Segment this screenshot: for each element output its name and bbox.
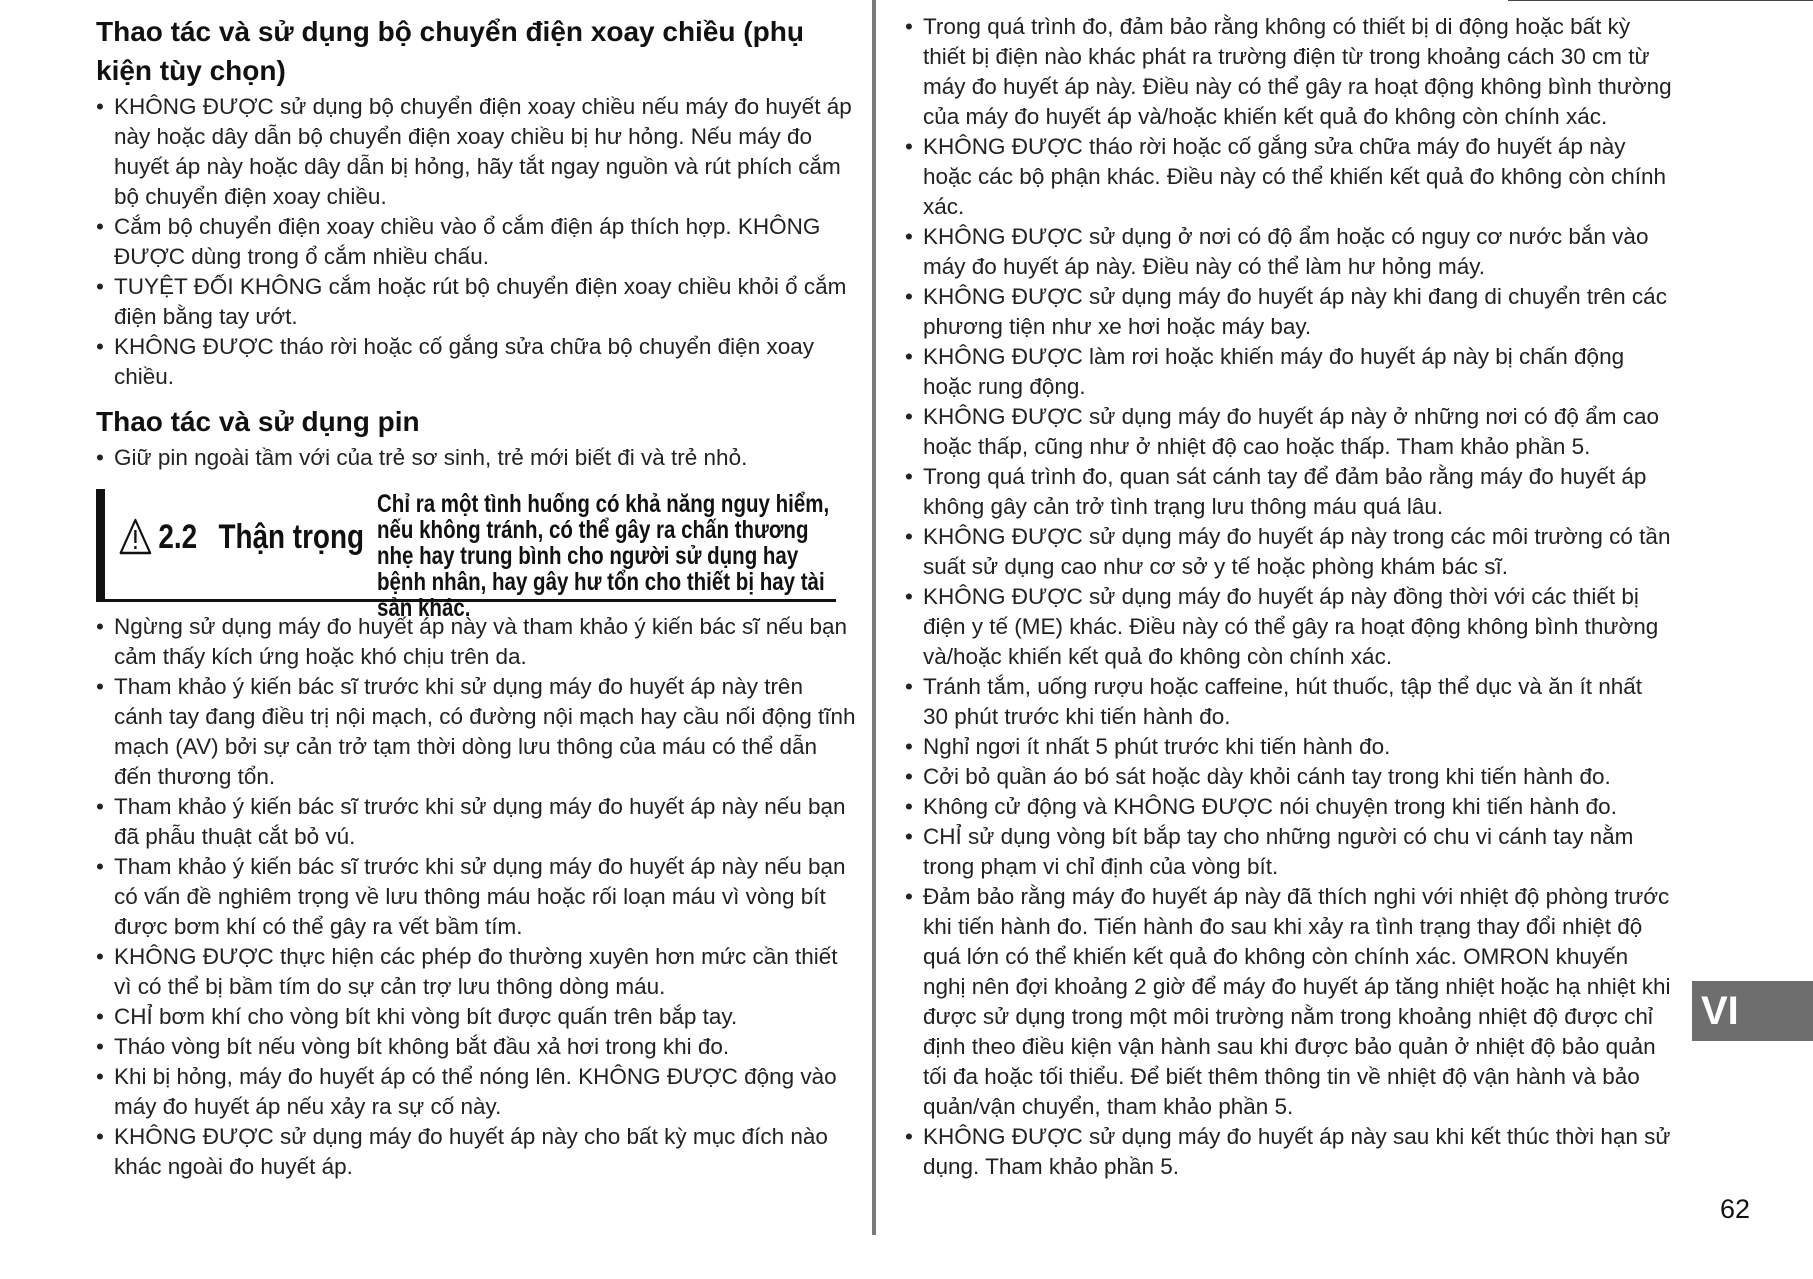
section-heading-ac-adapter: Thao tác và sử dụng bộ chuyển điện xoay chiều (phụ kiện tùy chọn) [96,16,804,86]
list-item: • Trong quá trình đo, đảm bảo rằng không có thiết bị di động hoặc bất kỳ thiết bị điện nào khác phát ra trường điện từ trong khoảng cách 30 cm từ máy đo huyết áp này. Điều này có thể gây ra hoạt động không bình thường của máy đo huyết áp và/hoặc khiến kết quả đo không còn chính xác. [905,12,1673,132]
warning-triangle-icon [119,517,152,557]
caution-label: Thận trọng [218,517,365,556]
list-item: • KHÔNG ĐƯỢC tháo rời hoặc cố gắng sửa chữa bộ chuyển điện xoay chiều. [96,332,856,392]
list-item: • KHÔNG ĐƯỢC tháo rời hoặc cố gắng sửa chữa máy đo huyết áp này hoặc các bộ phận khác. Điều này có thể khiến kết quả đo không còn chính xác. [905,132,1673,222]
list-item: • Trong quá trình đo, quan sát cánh tay để đảm bảo rằng máy đo huyết áp không gây cản trở tình trạng lưu thông máu quá lâu. [905,462,1673,522]
list-item: • Cắm bộ chuyển điện xoay chiều vào ổ cắm điện áp thích hợp. KHÔNG ĐƯỢC dùng trong ổ cắm nhiều chấu. [96,212,856,272]
list-item: • Tháo vòng bít nếu vòng bít không bắt đầu xả hơi trong khi đo. [96,1032,856,1062]
caution-number: 2.2 [158,517,198,556]
list-item: • Tham khảo ý kiến bác sĩ trước khi sử dụng máy đo huyết áp này nếu bạn đã phẫu thuật cắt bỏ vú. [96,792,856,852]
column-divider [872,0,876,1235]
list-item: • KHÔNG ĐƯỢC sử dụng máy đo huyết áp này trong các môi trường có tần suất sử dụng cao như cơ sở y tế hoặc phòng khám bác sĩ. [905,522,1673,582]
list-item: • Không cử động và KHÔNG ĐƯỢC nói chuyện trong khi tiến hành đo. [905,792,1673,822]
list-item: • Tham khảo ý kiến bác sĩ trước khi sử dụng máy đo huyết áp này nếu bạn có vấn đề nghiêm trọng về lưu thông máu hoặc rối loạn máu vì vòng bít được bơm khí có thể gây ra vết bầm tím. [96,852,856,942]
list-item: • Giữ pin ngoài tầm với của trẻ sơ sinh, trẻ mới biết đi và trẻ nhỏ. [96,443,856,473]
list-item: • Tham khảo ý kiến bác sĩ trước khi sử dụng máy đo huyết áp này trên cánh tay đang điều trị nội mạch, có đường nội mạch hay cầu nối động tĩnh mạch (AV) bởi sự cản trở tạm thời dòng lưu thông của máu có thể dẫn đến thương tổn. [96,672,856,792]
list-item: • TUYỆT ĐỐI KHÔNG cắm hoặc rút bộ chuyển điện xoay chiều khỏi ổ cắm điện bằng tay ướt. [96,272,856,332]
caution-list [96,612,856,1182]
left-column [96,12,856,1182]
right-caution-list [905,12,1673,1182]
page-number: 62 [1720,1194,1751,1224]
list-item: • KHÔNG ĐƯỢC sử dụng ở nơi có độ ẩm hoặc có nguy cơ nước bắn vào máy đo huyết áp này. Điều này có thể làm hư hỏng máy. [905,222,1673,282]
list-item: • KHÔNG ĐƯỢC thực hiện các phép đo thường xuyên hơn mức cần thiết vì có thể bị bầm tím do sự cản trợ lưu thông dòng máu. [96,942,856,1002]
list-item: • CHỈ bơm khí cho vòng bít khi vòng bít được quấn trên bắp tay. [96,1002,856,1032]
caution-box [96,489,836,622]
list-item: • KHÔNG ĐƯỢC sử dụng máy đo huyết áp này sau khi kết thúc thời hạn sử dụng. Tham khảo phần 5. [905,1122,1673,1182]
section-heading-battery: Thao tác và sử dụng pin [96,406,420,437]
list-item: • CHỈ sử dụng vòng bít bắp tay cho những người có chu vi cánh tay nằm trong phạm vi chỉ định của vòng bít. [905,822,1673,882]
list-item: • Ngừng sử dụng máy đo huyết áp này và tham khảo ý kiến bác sĩ nếu bạn cảm thấy kích ứng hoặc khó chịu trên da. [96,612,856,672]
ac-adapter-list [96,92,856,392]
right-column [905,12,1673,1182]
list-item: • Nghỉ ngơi ít nhất 5 phút trước khi tiến hành đo. [905,732,1673,762]
list-item: • KHÔNG ĐƯỢC sử dụng máy đo huyết áp này đồng thời với các thiết bị điện y tế (ME) khác. Điều này có thể gây ra hoạt động không bình thường và/hoặc khiến kết quả đo không còn chính xác. [905,582,1673,672]
top-rule [1508,0,1813,1]
list-item: • KHÔNG ĐƯỢC sử dụng máy đo huyết áp này khi đang di chuyển trên các phương tiện như xe hơi hoặc máy bay. [905,282,1673,342]
battery-list [96,443,856,473]
list-item: • Khi bị hỏng, máy đo huyết áp có thể nóng lên. KHÔNG ĐƯỢC động vào máy đo huyết áp nếu xảy ra sự cố này. [96,1062,856,1122]
list-item: • Tránh tắm, uống rượu hoặc caffeine, hút thuốc, tập thể dục và ăn ít nhất 30 phút trước khi tiến hành đo. [905,672,1673,732]
list-item: • KHÔNG ĐƯỢC sử dụng bộ chuyển điện xoay chiều nếu máy đo huyết áp này hoặc dây dẫn bộ chuyển điện xoay chiều bị hư hỏng. Nếu máy đo huyết áp này hoặc dây dẫn bị hỏng, hãy tắt ngay nguồn và rút phích cắm bộ chuyển điện xoay chiều. [96,92,856,212]
list-item: • Cởi bỏ quần áo bó sát hoặc dày khỏi cánh tay trong khi tiến hành đo. [905,762,1673,792]
list-item: • KHÔNG ĐƯỢC sử dụng máy đo huyết áp này ở những nơi có độ ẩm cao hoặc thấp, cũng như ở nhiệt độ cao hoặc thấp. Tham khảo phần 5. [905,402,1673,462]
list-item: • KHÔNG ĐƯỢC làm rơi hoặc khiến máy đo huyết áp này bị chấn động hoặc rung động. [905,342,1673,402]
language-tab: VI [1692,981,1813,1041]
list-item: • Đảm bảo rằng máy đo huyết áp này đã thích nghi với nhiệt độ phòng trước khi tiến hành đo. Tiến hành đo sau khi xảy ra tình trạng thay đổi nhiệt độ quá lớn có thể khiến kết quả đo không còn chính xác. OMRON khuyến nghị nên đợi khoảng 2 giờ để máy đo huyết áp tăng nhiệt hoặc hạ nhiệt khi được sử dụng trong một môi trường nằm trong khoảng nhiệt độ được chỉ định theo điều kiện vận hành sau khi được bảo quản ở nhiệt độ bảo quản tối đa hoặc tối thiểu. Để biết thêm thông tin về nhiệt độ vận hành và bảo quản/vận chuyển, tham khảo phần 5. [905,882,1673,1122]
caution-description: Chỉ ra một tình huống có khả năng nguy hiểm, nếu không tránh, có thể gây ra chấn thương nhẹ hay trung bình cho người sử dụng hay bệnh nhân, hay gây hư tổn cho thiết bị hay tài sản khác. [377,490,830,622]
caution-title [119,517,364,557]
list-item: • KHÔNG ĐƯỢC sử dụng máy đo huyết áp này cho bất kỳ mục đích nào khác ngoài đo huyết áp. [96,1122,856,1182]
